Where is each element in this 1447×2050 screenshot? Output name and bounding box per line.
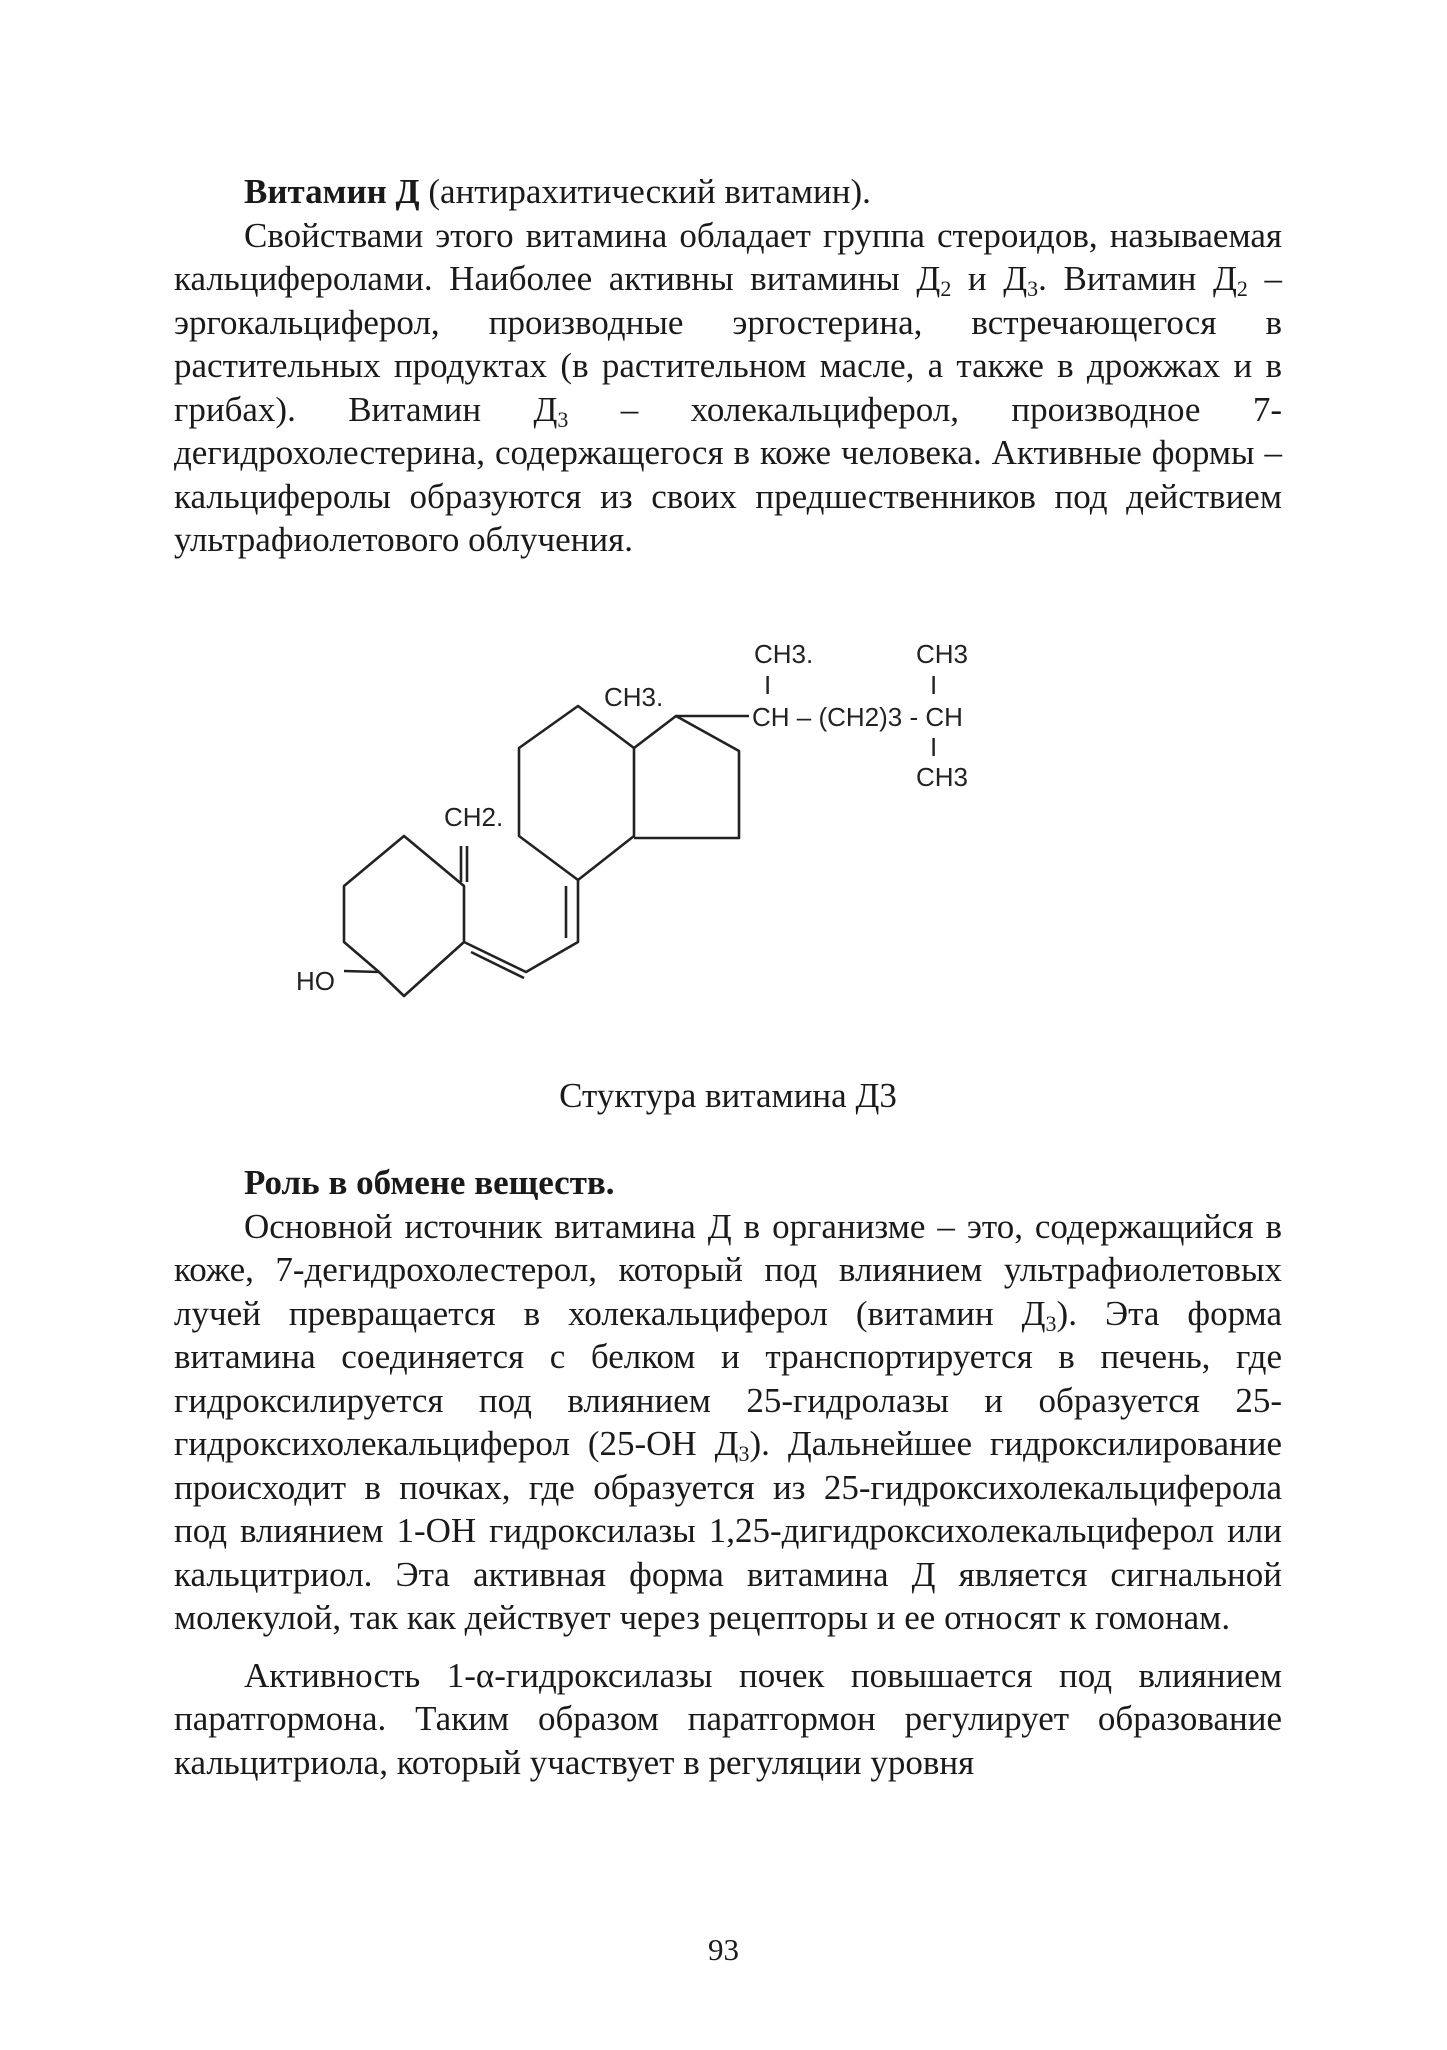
subscript: 3 [557, 406, 569, 432]
ring-c [519, 706, 634, 880]
subscript: 3 [1027, 276, 1039, 301]
label-bar-1: I [764, 669, 772, 700]
subscript: 3 [1045, 1310, 1057, 1336]
intro-text-5: – холекальциферол, производное 7-дегидрохолестерина, содержащегося в коже человека. Активные формы – кальциферолы образуются из своих предшественников под действием ультрафиолетового облучения. [174, 389, 1282, 559]
linker-double-bond-1 [471, 952, 524, 978]
structural-formula [174, 576, 1282, 1066]
section-text-2: ). Эта форма витамина соединяется с белком и транспортируется в печень, где гидроксилируется под влиянием 25-гидролазы и образуется 25-гидроксихолекальциферол (25-ОН Д [174, 1293, 1282, 1463]
section-paragraph-1 [174, 1205, 1282, 1640]
page-number: 93 [708, 1932, 739, 1967]
ring-d [634, 716, 739, 838]
label-ch3-ring: CH3. [604, 681, 664, 712]
label-ch2: CH2. [444, 801, 504, 832]
label-ch3-left: CH3. [754, 638, 814, 669]
section-paragraph-2: Активность 1-α-гидроксилазы почек повышается под влиянием паратгормона. Таким образом паратгормон регулирует образование кальцитриола, который участвует в регуляции уровня [174, 1655, 1282, 1782]
label-ch3-right: CH3 [916, 638, 969, 669]
label-bar-2: I [930, 669, 938, 700]
subscript: 3 [738, 1441, 750, 1466]
intro-text-1: Свойствами этого витамина обладает группа стероидов, называемая кальциферолами. Наиболее активны витамины Д [174, 215, 1282, 298]
intro-paragraph [174, 214, 1282, 562]
section-text-3: ). Дальнейшее гидроксилирование происходит в почках, где образуется из 25-гидроксихолекальциферола под влиянием 1-ОН гидроксилазы 1,25-дигидроксихолекальциферол или кальцитриол. Эта активная форма витамина Д является сигнальной молекулой, так как действует через рецепторы и ее относят к гомонам. [174, 1424, 1282, 1637]
intro-text-3: . Витамин Д [1038, 259, 1237, 298]
ho-bond [344, 971, 379, 972]
label-bar-3: I [930, 731, 938, 762]
label-ch3-bottom: CH3 [916, 761, 969, 792]
subscript: 2 [940, 276, 952, 301]
subscript: 2 [1236, 276, 1248, 301]
vitamin-d-title: Витамин Д [244, 172, 420, 211]
label-ho: HO [296, 965, 335, 996]
intro-text-2: и Д [951, 259, 1028, 298]
figure-caption: Стуктура витамина Д3 [559, 1075, 897, 1115]
intro-text-4: – эргокальциферол, производные эргостерина, встречающегося в растительных продуктах (в растительном масле, а также в дрожжах и в грибах). Витамин Д [174, 259, 1283, 429]
label-side-chain: CH – (CH2)3 - CH [752, 701, 963, 732]
vitamin-d3-structure-figure [174, 576, 1282, 1066]
page-body [174, 170, 1282, 1784]
section-text-1: Основной источник витамина Д в организме – это, содержащийся в коже, 7-дегидрохолестерол, который под влиянием ультрафиолетовых лучей превращается в холекальциферол (витамин Д [174, 1206, 1282, 1333]
section-title: Роль в обмене веществ. [244, 1163, 615, 1202]
intro-heading [174, 170, 1282, 214]
vitamin-d-subtitle: (антирахитический витамин). [419, 172, 871, 211]
